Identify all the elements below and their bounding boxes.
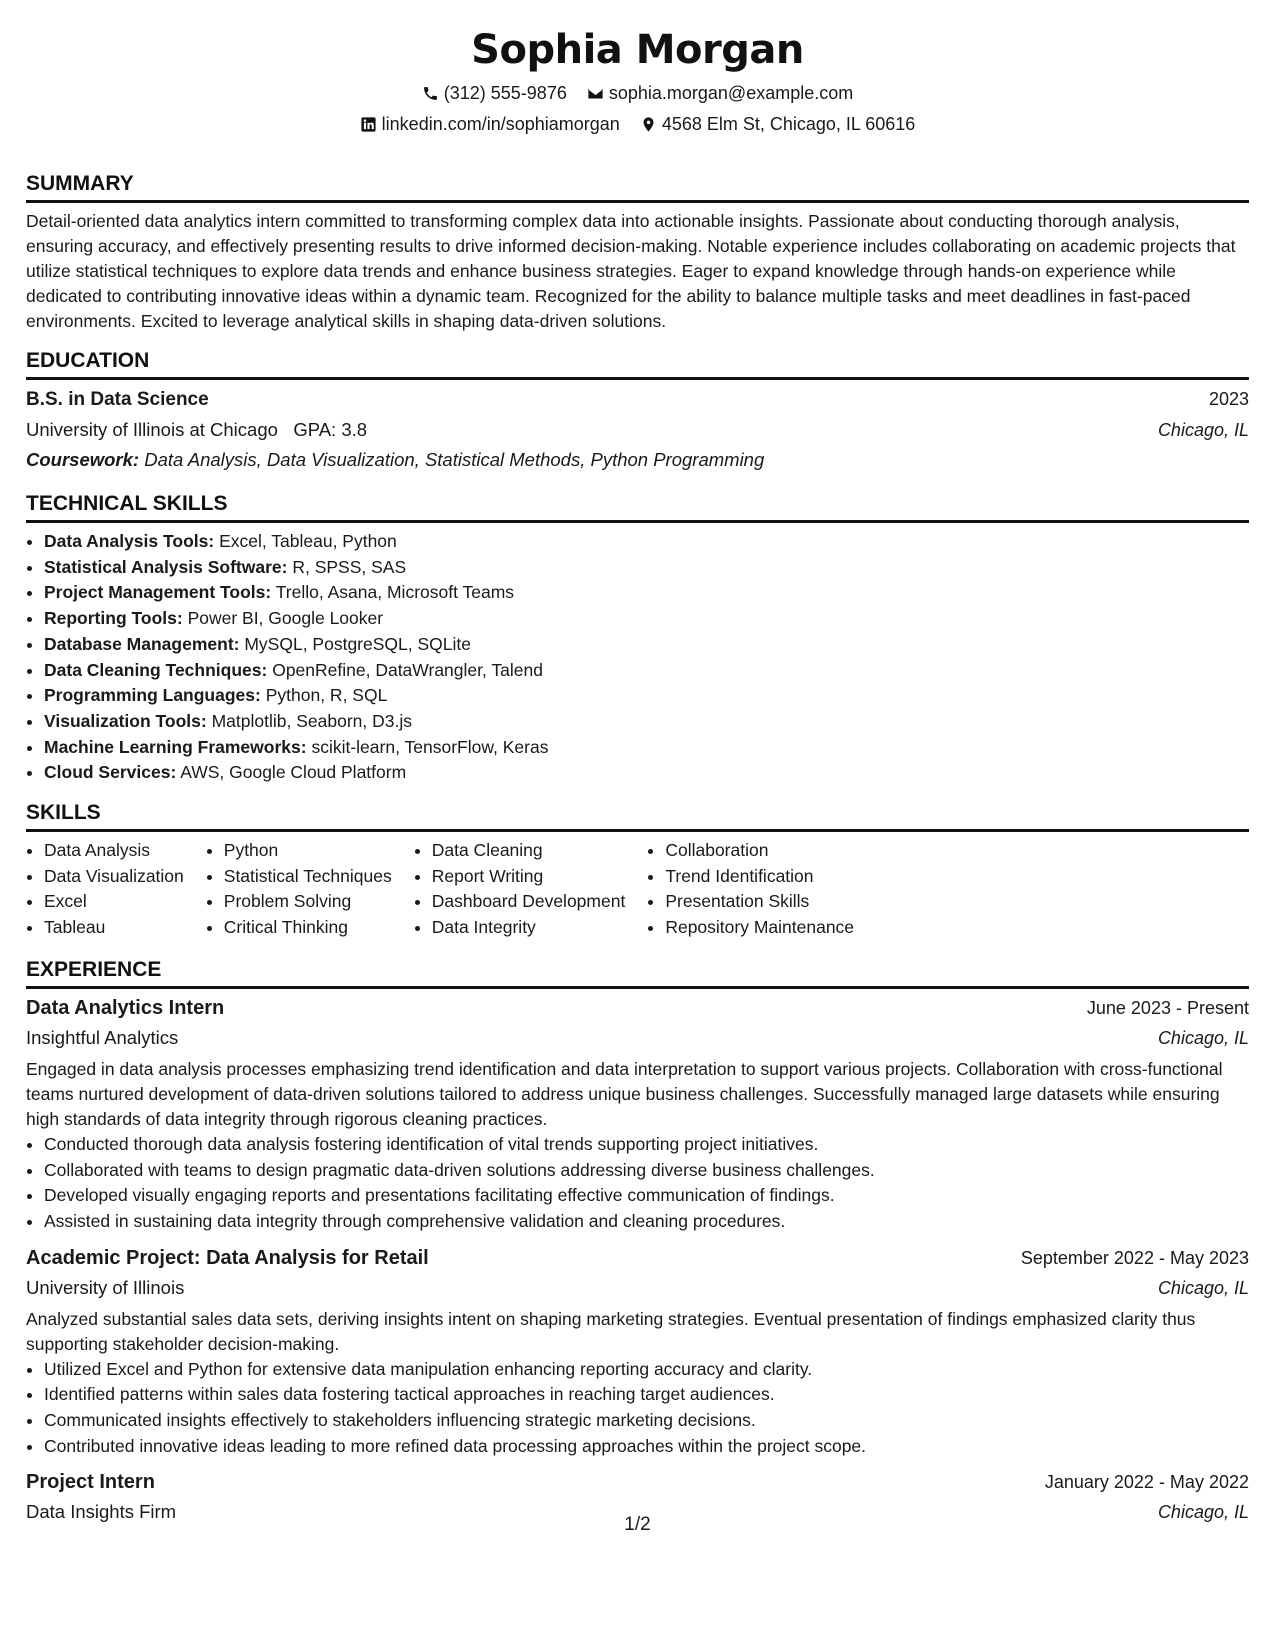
list-item: • Critical Thinking: [224, 915, 392, 941]
skill-value: AWS, Google Cloud Platform: [180, 762, 407, 783]
list-item: • Statistical Techniques: [224, 864, 392, 890]
list-item: [44, 658, 1249, 684]
skill-label: Database Management:: [44, 633, 240, 654]
school-info: [26, 415, 367, 445]
skills-section: [26, 800, 1249, 941]
coursework-label: Coursework:: [26, 449, 140, 470]
skill-value: Python, R, SQL: [265, 685, 388, 706]
skill-value: scikit-learn, TensorFlow, Keras: [311, 736, 549, 757]
list-item: • Repository Maintenance: [665, 915, 854, 941]
experience-heading: EXPERIENCE: [26, 957, 1249, 989]
skills-column-2: [206, 838, 392, 941]
list-item: • Presentation Skills: [665, 889, 854, 915]
job-entry-2: [26, 1243, 1249, 1460]
skill-value: Excel, Tableau, Python: [219, 531, 397, 551]
list-item: • Tableau: [44, 915, 184, 941]
email-text[interactable]: sophia.morgan@example.com: [608, 83, 854, 103]
skills-column-3: [414, 838, 626, 941]
education-school-row: [26, 415, 1249, 445]
linkedin-contact[interactable]: [360, 113, 620, 135]
skills-grid: [26, 838, 1249, 941]
list-item: [44, 735, 1249, 761]
job-org-row: [26, 1023, 1249, 1053]
list-item: [44, 683, 1249, 709]
graduation-year: 2023: [1208, 389, 1249, 409]
list-item: • Data Visualization: [44, 864, 184, 890]
summary-text: Detail-oriented data analytics intern committed to transforming complex data into actionable insights. Passionate about conducting thorough analysis, ensuring accuracy, and effectively presenting results to drive informed decision-making. Notable experience includes collaborating on academic projects that utilize statistical techniques to explore data trends and enhance business strategies. Eager to expand knowledge through hands-on experience while dedicated to contributing innovative ideas within a dynamic team. Recognized for the ability to balance multiple tasks and meet deadlines in fast-paced environments. Excited to leverage analytical skills in shaping data-driven solutions.: [26, 211, 1236, 331]
job-header-row: [26, 1467, 1249, 1497]
education-heading: EDUCATION: [26, 348, 1249, 380]
skill-value: Matplotlib, Seaborn, D3.js: [211, 710, 412, 731]
address-contact: [640, 113, 916, 135]
job-entry-1: [26, 993, 1249, 1235]
list-item: • Data Integrity: [432, 915, 626, 941]
job-location: Chicago, IL: [1157, 1027, 1249, 1048]
skills-column-1: [26, 838, 184, 941]
job-dates: September 2022 - May 2023: [1020, 1247, 1249, 1268]
job-org: University of Illinois: [26, 1276, 185, 1298]
linkedin-text[interactable]: linkedin.com/in/sophiamorgan: [381, 114, 620, 134]
job-header-row: [26, 993, 1249, 1023]
technical-skills-heading: TECHNICAL SKILLS: [26, 491, 1249, 523]
skills-column-4: [647, 838, 854, 941]
list-item: • Developed visually engaging reports and presentations facilitating effective communication of findings.: [44, 1183, 1249, 1209]
list-item: [44, 632, 1249, 658]
list-item: • Data Analysis: [44, 838, 184, 864]
skills-heading: SKILLS: [26, 800, 1249, 832]
list-item: • Communicated insights effectively to stakeholders influencing strategic marketing decisions.: [44, 1408, 1249, 1434]
skill-label: Machine Learning Frameworks:: [44, 736, 307, 757]
job-org: Insightful Analytics: [26, 1026, 179, 1048]
list-item: • Contributed innovative ideas leading to more refined data processing approaches within the project scope.: [44, 1434, 1249, 1460]
job-dates: January 2022 - May 2022: [1044, 1472, 1249, 1493]
phone-text: (312) 555-9876: [443, 83, 567, 103]
skill-value: R, SPSS, SAS: [292, 556, 407, 577]
job-header-row: [26, 1243, 1249, 1273]
skill-label: Data Cleaning Techniques:: [44, 659, 268, 680]
job-location: Chicago, IL: [1157, 1277, 1249, 1298]
list-item: • Utilized Excel and Python for extensive data manipulation enhancing reporting accuracy and clarity.: [44, 1357, 1249, 1383]
skill-label: Reporting Tools:: [44, 608, 183, 629]
resume-page: [26, 0, 1249, 1650]
coursework-list: Data Analysis, Data Visualization, Statistical Methods, Python Programming: [144, 449, 765, 470]
list-item: [44, 606, 1249, 632]
map-pin-icon: [640, 115, 658, 133]
skill-value: Power BI, Google Looker: [187, 608, 384, 629]
email-contact[interactable]: [587, 82, 853, 104]
degree-name: B.S. in Data Science: [26, 389, 209, 410]
coursework-line: [26, 445, 1249, 475]
list-item: [44, 529, 1249, 555]
skill-label: Data Analysis Tools:: [44, 531, 215, 551]
list-item: [44, 709, 1249, 735]
list-item: • Report Writing: [432, 864, 626, 890]
list-item: • Excel: [44, 889, 184, 915]
job-role: Academic Project: Data Analysis for Retail: [26, 1246, 429, 1269]
summary-section: [26, 171, 1249, 334]
list-item: • Conducted thorough data analysis fostering identification of vital trends supporting project initiatives.: [44, 1132, 1249, 1158]
list-item: [44, 580, 1249, 606]
page-number: 1/2: [624, 1514, 651, 1535]
linkedin-icon: [360, 115, 378, 133]
job-description: Engaged in data analysis processes emphasizing trend identification and data interpretation to support various projects. Collaboration with cross-functional teams nurtured development of data-driven solutions tailored to address unique business challenges. Successfully managed large datasets while ensuring high standards of data integrity through rigorous cleaning practices.: [26, 1058, 1223, 1129]
technical-skills-list: [26, 529, 1249, 786]
envelope-icon: [587, 84, 605, 102]
skill-label: Programming Languages:: [44, 685, 261, 706]
job-role: Project Intern: [26, 1471, 155, 1494]
skill-label: Project Management Tools:: [44, 582, 272, 603]
skill-label: Statistical Analysis Software:: [44, 556, 288, 577]
contact-row-2: [26, 113, 1249, 135]
summary-heading: SUMMARY: [26, 171, 1249, 203]
job-description: Analyzed substantial sales data sets, deriving insights intent on shaping marketing strategies. Eventual presentation of findings emphasized clarity thus supporting stakeholder decision-making.: [26, 1308, 1196, 1354]
list-item: • Data Cleaning: [432, 838, 626, 864]
list-item: • Collaborated with teams to design pragmatic data-driven solutions addressing diverse business challenges.: [44, 1158, 1249, 1184]
job-org: Data Insights Firm: [26, 1501, 177, 1523]
school-name: University of Illinois at Chicago: [26, 419, 278, 440]
phone-contact: [422, 82, 567, 104]
gpa: GPA: 3.8: [293, 419, 368, 440]
technical-skills-section: [26, 491, 1249, 786]
job-bullets: [26, 1357, 1249, 1460]
list-item: [44, 555, 1249, 581]
address-text: 4568 Elm St, Chicago, IL 60616: [661, 114, 916, 134]
experience-section: [26, 957, 1249, 1528]
list-item: • Trend Identification: [665, 864, 854, 890]
skill-value: OpenRefine, DataWrangler, Talend: [272, 659, 543, 680]
phone-icon: [422, 84, 440, 102]
list-item: [44, 760, 1249, 786]
job-bullets: [26, 1132, 1249, 1235]
list-item: • Problem Solving: [224, 889, 392, 915]
contact-row-1: [26, 82, 1249, 104]
education-degree-row: [26, 384, 1249, 415]
list-item: • Identified patterns within sales data fostering tactical approaches in reaching target audiences.: [44, 1382, 1249, 1408]
job-dates: June 2023 - Present: [1086, 997, 1249, 1018]
list-item: • Python: [224, 838, 392, 864]
list-item: • Dashboard Development: [432, 889, 626, 915]
list-item: • Assisted in sustaining data integrity through comprehensive validation and cleaning procedures.: [44, 1209, 1249, 1235]
skill-value: MySQL, PostgreSQL, SQLite: [244, 633, 471, 654]
skill-value: Trello, Asana, Microsoft Teams: [275, 582, 515, 603]
skill-label: Visualization Tools:: [44, 710, 207, 731]
job-location: Chicago, IL: [1157, 1502, 1249, 1523]
education-section: [26, 348, 1249, 475]
list-item: • Collaboration: [665, 838, 854, 864]
job-org-row: [26, 1273, 1249, 1303]
skill-label: Cloud Services:: [44, 762, 177, 783]
candidate-name: Sophia Morgan: [471, 27, 804, 73]
school-location: Chicago, IL: [1157, 420, 1249, 440]
job-role: Data Analytics Intern: [26, 996, 225, 1019]
